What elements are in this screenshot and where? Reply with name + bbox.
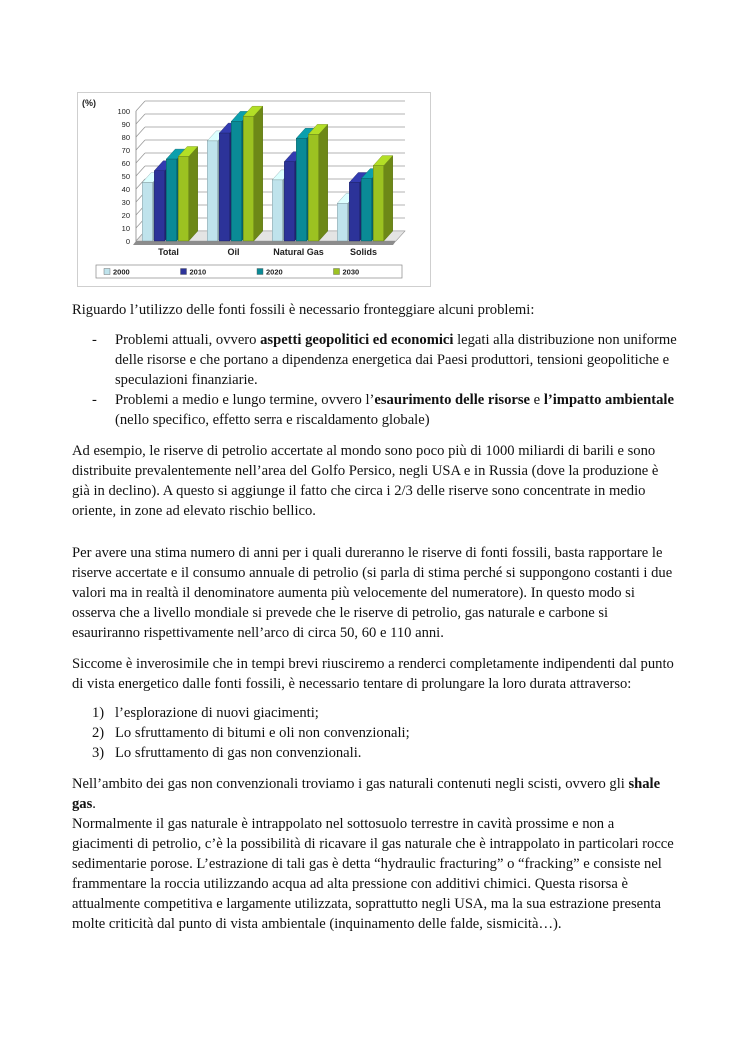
bar-side bbox=[319, 124, 328, 241]
legend-label: 2030 bbox=[342, 267, 360, 277]
grid-depth-line bbox=[136, 166, 145, 176]
paragraph-reserve-estimate: Per avere una stima numero di anni per i quali dureranno le riserve di fonti fossili, basta rapportare le riserve accertate e il consumo annuale di petrolio (si parla di stima perché si suppongono costanti i due valori ma in realtà il denominatore aumenta più velocemente del numeratore). In questo modo si osserva che a livello mondiale si prevede che le riserve di petrolio, gas naturale e carbone si esauriranno rispettivamente nell’arco di circa 50, 60 e 110 anni. bbox=[72, 545, 673, 641]
paragraph-fracking: Normalmente il gas naturale è intrappolato nel sottosuolo terrestre in cavità prossime e non a giacimenti di petrolio, c’è la possibilità di ricavare il gas naturale che è intrappolato in particolari rocce sedimentarie porose. L’estrazione di tali gas è detta “hydraulic fracturing” o “fracking” e consiste nel frammentare la roccia utilizzando acqua ad alta pressione con additivi chimici. Questa risorsa è attualmente competitiva e largamente utilizzata, soprattutto negli USA, ma la sua estrazione presenta molte criticità dal punto di vista ambientale (inquinamento delle falde, sismicità…). bbox=[72, 816, 674, 932]
bar-2010-solids bbox=[349, 183, 360, 242]
bold-text: l’impatto ambientale bbox=[543, 392, 674, 408]
bold-text: shale gas bbox=[72, 776, 661, 812]
list-marker: 3) bbox=[92, 745, 105, 761]
y-tick-label: 30 bbox=[121, 198, 130, 207]
grid-depth-line bbox=[136, 140, 145, 150]
list-item: - Problemi attuali, ovvero aspetti geopolitici ed economici legati alla distribuzione non uniforme delle risorse e che portano a dipendenza energetica dai Paesi produttori, tensioni geopolitiche e speculazioni finanziarie. bbox=[92, 332, 677, 388]
bar-2000-solids bbox=[337, 203, 348, 241]
legend-label: 2010 bbox=[189, 267, 207, 277]
list-marker: - bbox=[92, 392, 97, 408]
bar-chart bbox=[77, 92, 431, 287]
legend-label: 2000 bbox=[113, 267, 130, 277]
bar-side bbox=[189, 147, 198, 242]
bar-2000-oil bbox=[207, 141, 218, 241]
bar-2010-natural-gas bbox=[284, 162, 295, 241]
paragraph-intro: Riguardo l’utilizzo delle fonti fossili è necessario fronteggiare alcuni problemi: bbox=[72, 302, 535, 318]
list-item: 1) l’esplorazione di nuovi giacimenti; bbox=[92, 705, 319, 721]
x-tick-label: Oil bbox=[227, 247, 240, 257]
list-item: 3) Lo sfruttamento di gas non convenzionali. bbox=[92, 745, 362, 761]
bar-side bbox=[254, 106, 263, 241]
list-item: - Problemi a medio e lungo termine, ovvero l’esaurimento delle risorse e l’impatto ambientale (nello specifico, effetto serra e riscaldamento globale) bbox=[92, 392, 674, 428]
list-item: 2) Lo sfruttamento di bitumi e oli non convenzionali; bbox=[92, 725, 410, 741]
paragraph-dependency: Siccome è inverosimile che in tempi brevi riusciremo a renderci completamente indipendenti dal punto di vista energetico dalle fonti fossili, è necessario tentare di prolungare la loro durata attraverso: bbox=[72, 656, 674, 692]
list-marker: 2) bbox=[92, 725, 105, 741]
legend-label: 2020 bbox=[266, 267, 283, 277]
chart-floor-edge bbox=[133, 241, 396, 245]
list-marker: 1) bbox=[92, 705, 105, 721]
x-tick-label: Solids bbox=[349, 247, 378, 257]
paragraph-oil-reserves: Ad esempio, le riserve di petrolio accertate al mondo sono poco più di 1000 miliardi di barili e sono distribuite prevalentemente nell’area del Golfo Persico, negli USA e in Russia (dove la produzione è già in declino). A questo si aggiunge il fatto che circa i 2/3 delle riserve sono concentrate in medio oriente, in zone ad elevato rischio bellico. bbox=[72, 443, 659, 519]
grid-depth-line bbox=[136, 114, 145, 124]
y-tick-label: 10 bbox=[121, 224, 130, 233]
bar-2030-oil bbox=[243, 116, 254, 241]
y-axis-label: (%) bbox=[82, 98, 96, 108]
bar-2030-natural-gas bbox=[308, 134, 319, 241]
grid-depth-line bbox=[136, 153, 145, 163]
grid-depth-line bbox=[136, 127, 145, 137]
list-marker: - bbox=[92, 332, 97, 348]
bar-2030-solids bbox=[373, 166, 384, 241]
strategies-list bbox=[72, 703, 678, 763]
legend-swatch bbox=[181, 269, 187, 275]
bold-text: aspetti geopolitici ed economici bbox=[260, 332, 454, 348]
bar-2000-total bbox=[142, 183, 153, 242]
grid-depth-line bbox=[136, 101, 145, 111]
y-tick-label: 60 bbox=[121, 159, 130, 168]
bar-2000-natural-gas bbox=[272, 180, 283, 241]
x-tick-label: Total bbox=[158, 247, 179, 257]
y-tick-label: 20 bbox=[121, 211, 130, 220]
problems-list bbox=[72, 330, 678, 430]
y-tick-label: 50 bbox=[121, 172, 130, 181]
legend-swatch bbox=[104, 269, 110, 275]
y-tick-label: 40 bbox=[121, 185, 130, 194]
y-tick-label: 90 bbox=[121, 120, 130, 129]
bar-2020-total bbox=[166, 159, 177, 241]
legend-swatch bbox=[334, 269, 340, 275]
bar-2020-natural-gas bbox=[296, 138, 307, 241]
chart-svg bbox=[78, 93, 430, 286]
y-tick-label: 100 bbox=[117, 107, 130, 116]
bold-text: esaurimento delle risorse bbox=[374, 392, 531, 408]
x-tick-label: Natural Gas bbox=[273, 247, 324, 257]
y-tick-label: 0 bbox=[125, 237, 130, 246]
y-tick-label: 80 bbox=[121, 133, 130, 142]
bar-2010-total bbox=[154, 171, 165, 241]
bar-2020-oil bbox=[231, 121, 242, 241]
bar-side bbox=[384, 156, 393, 241]
y-tick-label: 70 bbox=[121, 146, 130, 155]
bar-2030-total bbox=[178, 157, 189, 242]
bar-2010-oil bbox=[219, 133, 230, 241]
paragraph-shale-gas: Nell’ambito dei gas non convenzionali troviamo i gas naturali contenuti negli scisti, ovvero gli shale gas. bbox=[72, 776, 661, 812]
document-text bbox=[72, 300, 678, 934]
bar-2020-solids bbox=[361, 179, 372, 241]
legend-swatch bbox=[257, 269, 263, 275]
